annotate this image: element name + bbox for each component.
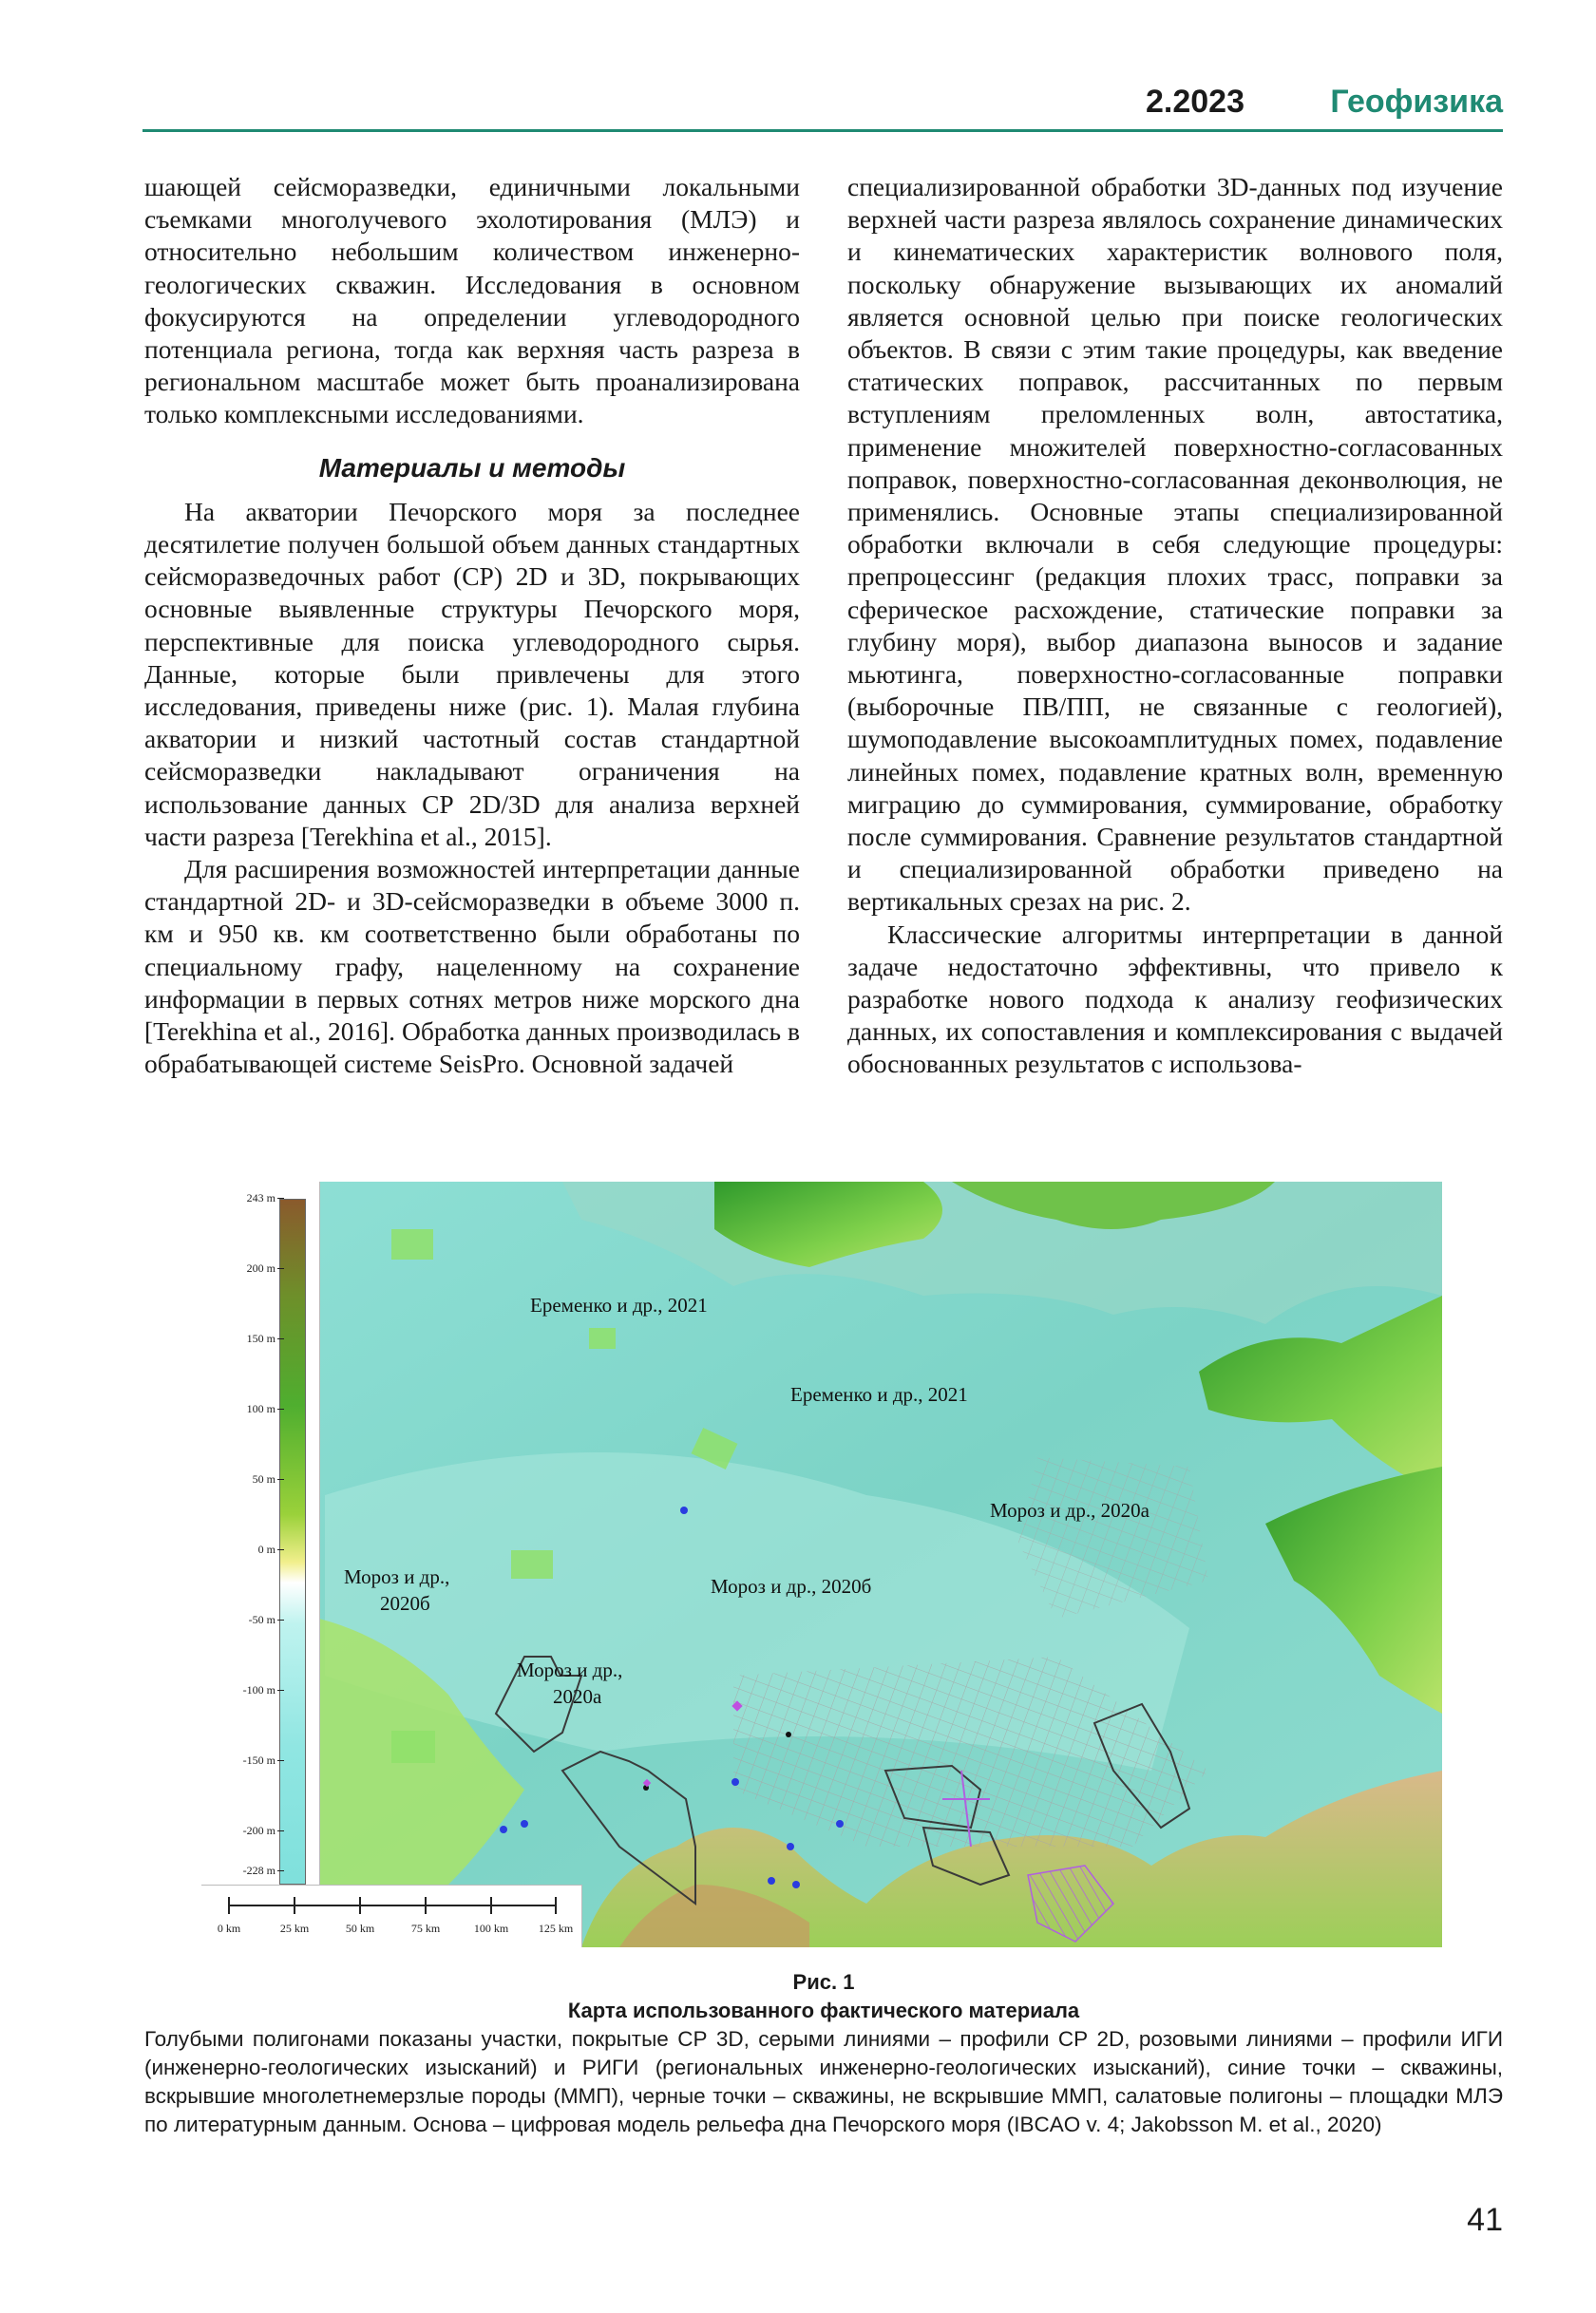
depth-color-bar: [279, 1199, 306, 1885]
scale-label: 125 km: [538, 1922, 574, 1935]
well-no-permafrost-dot: [786, 1732, 791, 1737]
mle-polygon: [391, 1229, 433, 1260]
well-permafrost-dot: [768, 1877, 775, 1885]
scale-label: 50 km: [345, 1922, 375, 1935]
scale-label: 0 km: [217, 1922, 241, 1935]
well-permafrost-dot: [680, 1507, 688, 1514]
legend-tick: 100 m: [246, 1402, 276, 1415]
scale-label: 100 km: [473, 1922, 509, 1935]
journal-title: Геофизика: [1330, 84, 1503, 120]
legend-tick: -228 m: [242, 1864, 276, 1877]
mle-polygon: [589, 1328, 616, 1349]
scale-line: [228, 1905, 556, 1906]
paragraph: Для расширения возможностей интерпретации данные стандартной 2D- и 3D-сейсморазведки в объеме 3000 п. км и 950 кв. км соответственно были обработаны по специальному графу, нацеленному на сохранение информации в первых сотнях метров ниже морского дна [Terekhina et al., 2016]. Обработка данных производилась в обрабатывающей системе SeisPro. Основной задачей: [144, 854, 800, 1079]
map-label-moroz-2020b-left-line1: Мороз и др.,: [344, 1565, 450, 1588]
paragraph: На акватории Печорского моря за последнее десятилетие получен большой объем данных стандартных сейсморазведочных работ (СР) 2D и 3D, покрывающих основные выявленные структуры Печорского моря, перспективные для поиска углеводородного сырья. Данные, которые были привлечены для этого исследования, приведены ниже (рис. 1). Малая глубина акватории и низкий частотный состав стандартной сейсморазведки накладывают ограничения на использование данных СР 2D/3D для анализа верхней части разреза [Terekhina et al., 2015].: [144, 496, 800, 851]
well-permafrost-dot: [792, 1881, 800, 1888]
issue-number: 2.2023: [1146, 84, 1244, 120]
caption-text: Голубыми полигонами показаны участки, покрытые СР 3D, серыми линиями – профили СР 2D, розовыми линиями – профили ИГИ (инженерно-геологических изысканий) и РИГИ (региональных инженерно-геологических изысканий), синие точки – скважины, вскрывшие многолетнемерзлые породы (ММП), черные точки – скважины, не вскрывшие ММП, салатовые полигоны – площадки МЛЭ по литературным данным. Основа – цифровая модель рельефа дна Печорского моря (IBCAO v. 4; Jakobsson M. et al., 2020): [144, 2027, 1503, 2136]
legend-tick: 0 m: [257, 1543, 276, 1556]
scale-bar: [201, 1885, 582, 1947]
section-heading: Материалы и методы: [318, 452, 626, 483]
paragraph: шающей сейсморазведки, единичными локальными съемками многолучевого эхолотирования (МЛЭ) и относительно небольшим количеством инженерно-геологических скважин. Исследования в основном фокусируются на определении углеводородного потенциала региона, тогда как верхняя часть разреза в региональном масштабе может быть проанализирована только комплексными исследованиями.: [144, 172, 800, 429]
map-label-eremenko-2: Еременко и др., 2021: [790, 1383, 968, 1406]
legend-tick: 243 m: [246, 1191, 276, 1204]
map-label-moroz-2020b-center: Мороз и др., 2020б: [711, 1575, 872, 1598]
page-number: 41: [1467, 2202, 1503, 2238]
scale-tick: [359, 1897, 361, 1914]
caption-title: Карта использованного фактического материала: [567, 1999, 1080, 2022]
legend-tick: 200 m: [246, 1261, 276, 1275]
figure-caption: [144, 1968, 1503, 2139]
scale-tick: [555, 1897, 557, 1914]
figure-map: [201, 1182, 1442, 1947]
right-column: [847, 171, 1503, 1081]
scale-label: 75 km: [410, 1922, 441, 1935]
legend-tick: 150 m: [246, 1332, 276, 1345]
well-permafrost-dot: [521, 1820, 528, 1828]
paragraph: Классические алгоритмы интерпретации в данной задаче недостаточно эффективны, что привело к разработке нового подхода к анализу геофизических данных, их сопоставления и комплексирования с выдачей обоснованных результатов с использова-: [847, 919, 1503, 1079]
mle-polygon: [511, 1550, 553, 1579]
well-permafrost-dot: [732, 1778, 739, 1786]
scale-label: 25 km: [279, 1922, 310, 1935]
well-permafrost-dot: [787, 1843, 794, 1850]
scale-tick: [490, 1897, 492, 1914]
scale-tick: [294, 1897, 295, 1914]
paragraph: специализированной обработки 3D-данных под изучение верхней части разреза являлось сохранение динамических и кинематических характеристик волнового поля, поскольку обнаружение вызывающих их аномалий является основной целью при поиске геологических объектов. В связи с этим такие процедуры, как введение статических поправок, рассчитанных по первым вступлениям преломленных волн, автостатика, применение множителей поверхностно-согласованных поправок, поверхностно-согласованная деконволюция, не применялись. Основные этапы специализированной обработки включали в себя следующие процедуры: препроцессинг (редакция плохих трасс, поправки за сферическое расхождение, статические поправки за глубину моря), выбор диапазона выносов и задание мьютинга, поверхностно-согласованные поправки (выборочные ПВ/ПП, не связанные с геологией), шумоподавление высокоамплитудных помех, подавление линейных помех, подавление кратных волн, временную миграцию до суммирования, суммирование, обработку после суммирования. Сравнение результатов стандартной и специализированной обработки приведено на вертикальных срезах на рис. 2.: [847, 172, 1503, 917]
map-label-moroz-2020a-left-line2: 2020а: [553, 1685, 602, 1708]
mle-polygon: [391, 1731, 435, 1763]
caption-number: Рис. 1: [792, 1970, 855, 1994]
map-label-eremenko-1: Еременко и др., 2021: [530, 1294, 708, 1317]
legend-tick: -100 m: [242, 1683, 276, 1697]
scale-tick: [425, 1897, 427, 1914]
scale-tick: [228, 1897, 230, 1914]
left-column: [144, 171, 800, 1080]
map-canvas: [201, 1182, 1442, 1947]
well-permafrost-dot: [836, 1820, 844, 1828]
map-label-moroz-2020b-left-line2: 2020б: [380, 1592, 430, 1615]
map-label-moroz-2020a-right: Мороз и др., 2020а: [990, 1499, 1150, 1522]
legend-tick: -200 m: [242, 1824, 276, 1837]
depth-legend: [201, 1182, 320, 1947]
legend-tick: -150 m: [242, 1754, 276, 1767]
page-header: [142, 80, 1503, 132]
legend-tick: 50 m: [252, 1472, 276, 1486]
map-label-moroz-2020a-left-line1: Мороз и др.,: [517, 1659, 623, 1681]
legend-tick: -50 m: [248, 1613, 276, 1626]
well-permafrost-dot: [500, 1826, 507, 1833]
